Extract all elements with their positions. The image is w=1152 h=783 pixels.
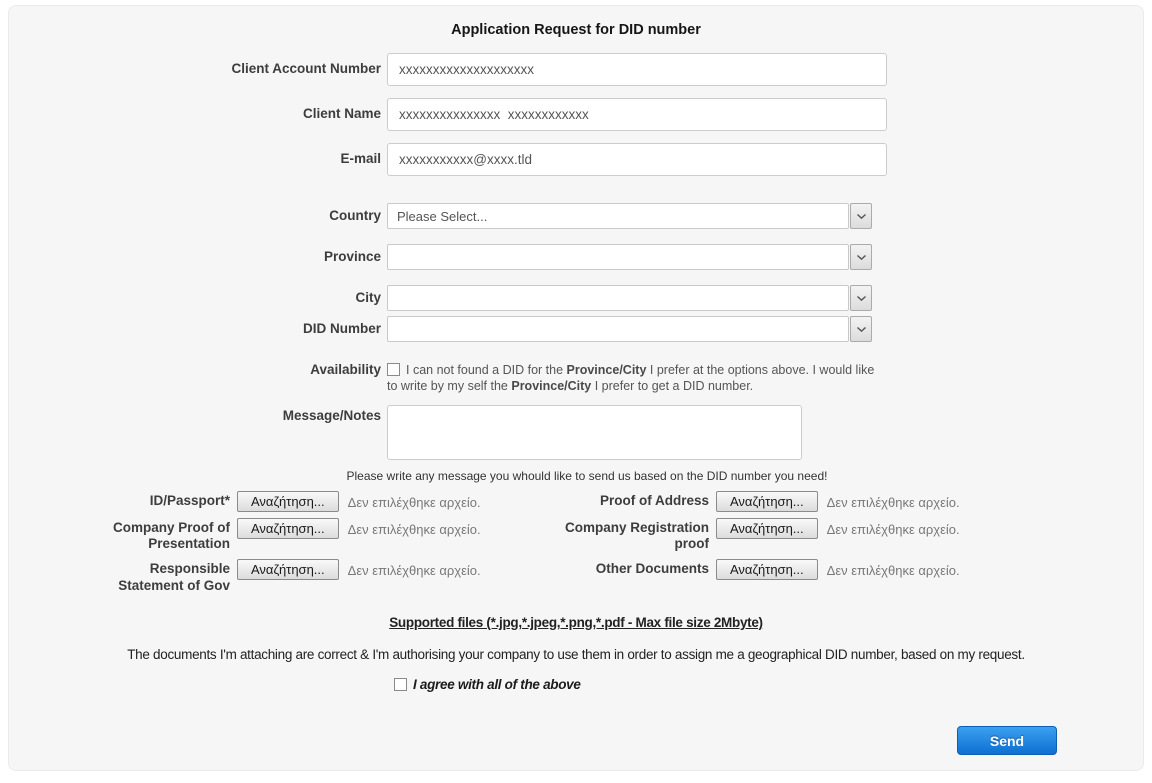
- availability-checkbox[interactable]: [387, 363, 400, 376]
- send-row: [9, 726, 1143, 755]
- other-documents-label: Other Documents: [595, 561, 709, 577]
- agreement-statement: The documents I'm attaching are correct & I'm authorising your company to use them in order to assign me a geographical DID number, based on my request.: [127, 647, 1025, 662]
- country-label: Country: [329, 207, 381, 223]
- upload-column-right: [564, 491, 1026, 602]
- agree-checkbox-row[interactable]: [394, 677, 1143, 692]
- did-number-label: DID Number: [302, 320, 381, 336]
- company-proof-no-file-text: Δεν επιλέχθηκε αρχείο.: [347, 521, 481, 537]
- company-proof-browse-button[interactable]: Αναζήτηση...: [237, 518, 339, 539]
- agree-checkbox[interactable]: [394, 678, 407, 691]
- id-passport-no-file-text: Δεν επιλέχθηκε αρχείο.: [347, 494, 481, 510]
- did-number-select-dropdown-button[interactable]: [850, 316, 872, 342]
- message-notes-textarea[interactable]: [387, 405, 802, 460]
- company-registration-label: Company Registration proof: [564, 519, 709, 552]
- id-passport-browse-button[interactable]: Αναζήτηση...: [237, 491, 339, 512]
- client-account-number-label: Client Account Number: [231, 61, 381, 77]
- did-number-select[interactable]: [387, 316, 872, 342]
- email-label: E-mail: [340, 151, 381, 167]
- message-helper-text: Please write any message you whould like to send us based on the DID number you need!: [346, 468, 828, 483]
- supported-files-note: Supported files (*.jpg,*.jpeg,*.png,*.pdf - Max file size 2Mbyte): [389, 615, 763, 630]
- city-select-value: [387, 285, 849, 311]
- country-select[interactable]: [387, 203, 872, 229]
- city-select[interactable]: [387, 285, 872, 311]
- proof-of-address-browse-button[interactable]: Αναζήτηση...: [716, 491, 818, 512]
- chevron-down-icon: [856, 213, 867, 220]
- province-select[interactable]: [387, 244, 872, 270]
- availability-text-bold: Province/City: [566, 363, 647, 377]
- city-select-dropdown-button[interactable]: [850, 285, 872, 311]
- client-name-row: [9, 98, 1143, 131]
- province-label: Province: [323, 248, 381, 264]
- email-row: [9, 143, 1143, 176]
- availability-label: Availability: [310, 362, 381, 377]
- province-select-value: [387, 244, 849, 270]
- city-row: [9, 285, 1143, 311]
- other-documents-browse-button[interactable]: Αναζήτηση...: [716, 559, 818, 580]
- client-account-number-input[interactable]: [387, 53, 887, 86]
- upload-row-responsible-statement: [102, 559, 564, 595]
- availability-checkbox-label[interactable]: [387, 362, 879, 395]
- send-button[interactable]: Send: [957, 726, 1057, 755]
- company-registration-no-file-text: Δεν επιλέχθηκε αρχείο.: [826, 521, 960, 537]
- email-field[interactable]: [387, 143, 887, 176]
- application-form-panel: [8, 5, 1144, 771]
- chevron-down-icon: [856, 295, 867, 302]
- chevron-down-icon: [856, 254, 867, 261]
- responsible-statement-no-file-text: Δεν επιλέχθηκε αρχείο.: [347, 563, 481, 579]
- proof-of-address-no-file-text: Δεν επιλέχθηκε αρχείο.: [826, 494, 960, 510]
- country-select-value: Please Select...: [387, 203, 849, 229]
- upload-column-left: [102, 491, 564, 602]
- city-label: City: [355, 289, 381, 305]
- country-row: [9, 203, 1143, 229]
- responsible-statement-browse-button[interactable]: Αναζήτηση...: [237, 559, 339, 580]
- country-select-dropdown-button[interactable]: [850, 203, 872, 229]
- province-row: [9, 244, 1143, 270]
- responsible-statement-label: Responsible Statement of Gov: [118, 561, 230, 594]
- other-documents-no-file-text: Δεν επιλέχθηκε αρχείο.: [826, 563, 960, 579]
- agree-checkbox-label: I agree with all of the above: [413, 677, 581, 692]
- message-notes-group: [346, 405, 887, 483]
- message-notes-row: [9, 405, 1143, 483]
- availability-text: I prefer at the options above. I would like to write by my self the: [387, 363, 875, 394]
- did-number-row: [9, 316, 1143, 342]
- upload-row-company-registration: [564, 518, 1026, 554]
- upload-row-id-passport: [102, 491, 564, 512]
- upload-row-proof-of-address: [564, 491, 1026, 512]
- upload-row-other-documents: [564, 559, 1026, 580]
- proof-of-address-label: Proof of Address: [599, 492, 709, 508]
- company-registration-browse-button[interactable]: Αναζήτηση...: [716, 518, 818, 539]
- availability-row: [9, 362, 1143, 395]
- chevron-down-icon: [856, 326, 867, 333]
- province-select-dropdown-button[interactable]: [850, 244, 872, 270]
- upload-row-company-proof: [102, 518, 564, 554]
- upload-section: [102, 491, 1143, 602]
- company-proof-label: Company Proof of Presentation: [113, 519, 230, 552]
- client-name-input[interactable]: [387, 98, 887, 131]
- availability-text: I prefer to get a DID number.: [591, 379, 754, 394]
- client-account-number-row: [9, 53, 1143, 86]
- did-number-select-value: [387, 316, 849, 342]
- page-title: Application Request for DID number: [451, 22, 701, 38]
- availability-text-bold: Province/City: [511, 379, 592, 394]
- client-name-label: Client Name: [302, 106, 381, 122]
- message-notes-label: Message/Notes: [282, 407, 381, 423]
- availability-text: I can not found a DID for the: [406, 363, 567, 377]
- id-passport-label: ID/Passport*: [149, 492, 230, 508]
